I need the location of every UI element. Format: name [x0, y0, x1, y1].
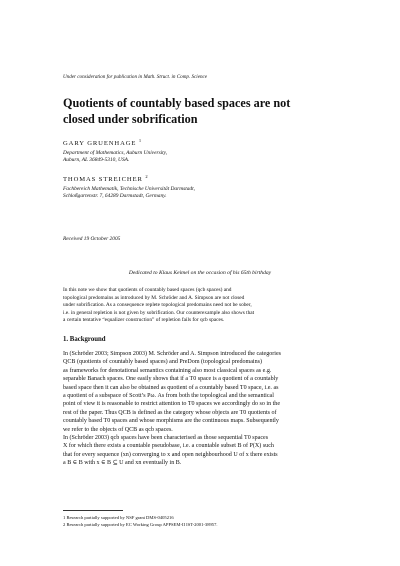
body-line: we refer to the objects of QCB as qcb spaces.: [63, 426, 173, 433]
received-date: Received 19 October 2005: [63, 236, 121, 242]
body-line: In (Schröder 2003) qcb spaces have been characterised as those sequential T0 spaces: [63, 435, 269, 442]
body-line: QCB (quotients of countably based spaces) and PreDom (topological predomains): [63, 359, 262, 366]
author-affiliation: Fachbereich Mathematik, Technische Universität Darmstadt, Schloßgartenstr. 7, 64289 Darmstadt, Germany.: [63, 186, 195, 200]
footnote-divider: [63, 510, 123, 511]
author-name: THOMAS STREICHER $^2$: [63, 174, 148, 184]
abstract-line: i.e. in general repletion is not given by sobrification. Our counterexample also shows that: [63, 309, 255, 316]
body-line: X for which there exists a countable pseudobase, i.e. a countable subset B of P(X) such: [63, 443, 274, 450]
body-line: as frameworks for denotational semantics containing also most classical spaces as e.g.: [63, 367, 272, 374]
body-line: a quotient of a subspace of Scott’s Pω. As from both the topological and the semantical: [63, 393, 274, 400]
journal-header-note: Under consideration for publication in Math. Struct. in Comp. Science: [63, 74, 208, 80]
body-line: separable Banach spaces. One easily shows that if a T0 space is a quotient of a countably: [63, 376, 279, 383]
body-line: based space then it can also be obtained as quotient of a countably based T0 space, i.e. as: [63, 384, 279, 391]
author-affiliation: Department of Mathematics, Auburn University, Auburn, AL 36849-5310, USA.: [63, 150, 168, 164]
footnotes: [63, 514, 218, 528]
dedication: Dedicated to Klaus Keimel on the occasion of his 65th birthday: [128, 270, 272, 276]
title-line: closed under sobrification: [63, 111, 198, 126]
title-line: Quotients of countably based spaces are not: [63, 96, 291, 110]
abstract-line: topological predomains as introduced by M. Schröder and A. Simpson are not closed: [63, 294, 245, 301]
author-name: GARY GRUENHAGE $^1$: [63, 138, 142, 148]
footnote-mark: 2: [145, 174, 148, 179]
section-heading: 1. Background: [63, 336, 106, 343]
footnote-mark: 1: [138, 138, 142, 143]
body-line: countably based T0 spaces and whose morphisms are the continuous maps. Subsequently: [63, 418, 279, 425]
body-line: rest of the paper. Thus QCB is defined as the category whose objects are T0 quotients of: [63, 409, 277, 416]
body-line: a B ∈ B with x ∈ B ⊆ U and xn eventually in B.: [63, 460, 182, 467]
footnote: 2 Research partially supported by EC Working Group APPSEM-II IST-2001-38957.: [63, 522, 218, 527]
body-text: [63, 350, 353, 468]
abstract-line: a certain tentative “equalizer construction” of repletion fails for qcb spaces.: [63, 317, 225, 323]
abstract-line: under sobrification. As a consequence replete topological predomains need not be sober,: [63, 302, 252, 308]
abstract-line: In this note we show that quotients of countably based spaces (qcb spaces) and: [63, 287, 232, 293]
abstract: [63, 287, 343, 325]
body-line: point of view it is reasonable to restrict attention to T0 spaces we accordingly do so in the: [63, 401, 281, 408]
footnote: 1 Research partially supported by NSF grant DMS-0405216: [63, 515, 174, 520]
paper-title: [63, 96, 353, 127]
body-line: that for every sequence (xn) converging to x and open neighbourhood U of x there exists: [63, 451, 278, 458]
body-line: In (Schröder 2003; Simpson 2003) M. Schröder and A. Simpson introduced the categories: [63, 351, 281, 357]
